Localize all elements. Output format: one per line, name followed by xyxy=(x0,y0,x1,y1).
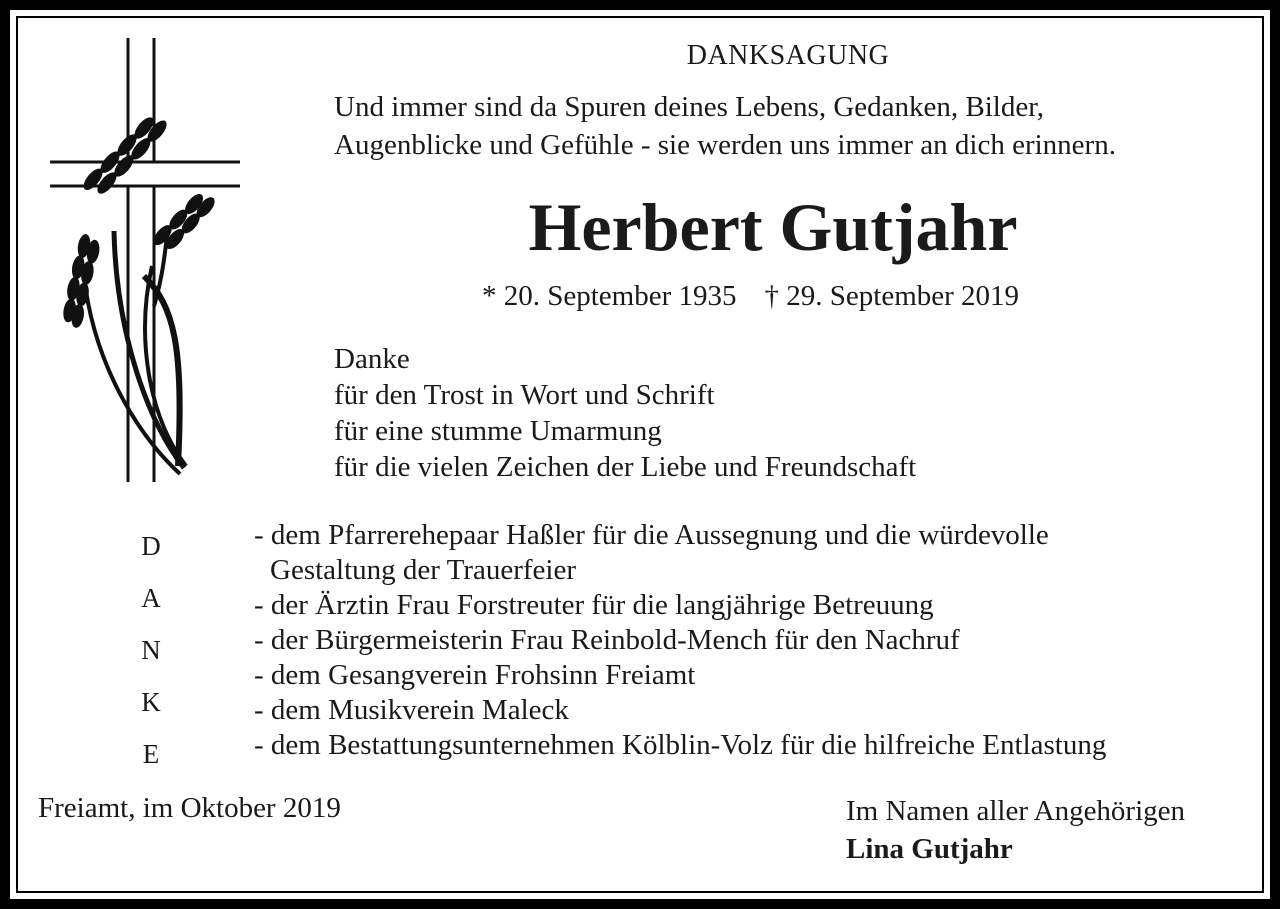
list-item: - der Bürgermeisterin Frau Reinbold-Mench für den Nachruf xyxy=(254,624,960,656)
life-dates xyxy=(482,280,1019,313)
danke-letter: E xyxy=(142,739,160,769)
danke-letter: D xyxy=(141,531,161,561)
list-item: - der Ärztin Frau Forstreuter für die langjährige Betreuung xyxy=(254,589,934,621)
intro-line: Und immer sind da Spuren deines Lebens, Gedanken, Bilder, xyxy=(334,91,1044,123)
signature-block xyxy=(846,792,1185,868)
list-item: - dem Bestattungsunternehmen Kölblin-Volz für die hilfreiche Entlastung xyxy=(254,729,1107,761)
thanks-line: Danke xyxy=(334,343,410,375)
signature-line: Im Namen aller Angehörigen xyxy=(846,795,1186,827)
danke-letter: A xyxy=(141,583,161,613)
thanks-line: für eine stumme Umarmung xyxy=(334,415,662,447)
birth-date: * 20. September 1935 xyxy=(482,280,737,312)
deceased-name: Herbert Gutjahr xyxy=(528,189,1018,265)
list-item: - dem Pfarrerehepaar Haßler für die Aussegnung und die würdevolle xyxy=(254,519,1049,551)
acknowledgement-list xyxy=(254,518,1106,763)
danke-vertical xyxy=(136,520,166,780)
heading: DANKSAGUNG xyxy=(686,40,890,71)
list-item: - dem Gesangverein Frohsinn Freiamt xyxy=(254,659,696,691)
list-item: - dem Musikverein Maleck xyxy=(254,694,569,726)
thanks-block xyxy=(334,341,916,485)
death-date: † 29. September 2019 xyxy=(764,280,1020,312)
signature-name-text: Lina Gutjahr xyxy=(846,833,1013,865)
thanks-line: für die vielen Zeichen der Liebe und Freundschaft xyxy=(334,451,917,483)
intro-text xyxy=(334,88,1116,164)
signature-name xyxy=(846,830,1185,868)
danke-letter: K xyxy=(141,687,161,717)
intro-line: Augenblicke und Gefühle - sie werden uns immer an dich erinnern. xyxy=(334,129,1116,161)
list-item-continuation: Gestaltung der Trauerfeier xyxy=(270,554,577,586)
place-date: Freiamt, im Oktober 2019 xyxy=(38,792,341,824)
thanks-line: für den Trost in Wort und Schrift xyxy=(334,379,715,411)
danke-letter: N xyxy=(141,635,161,665)
